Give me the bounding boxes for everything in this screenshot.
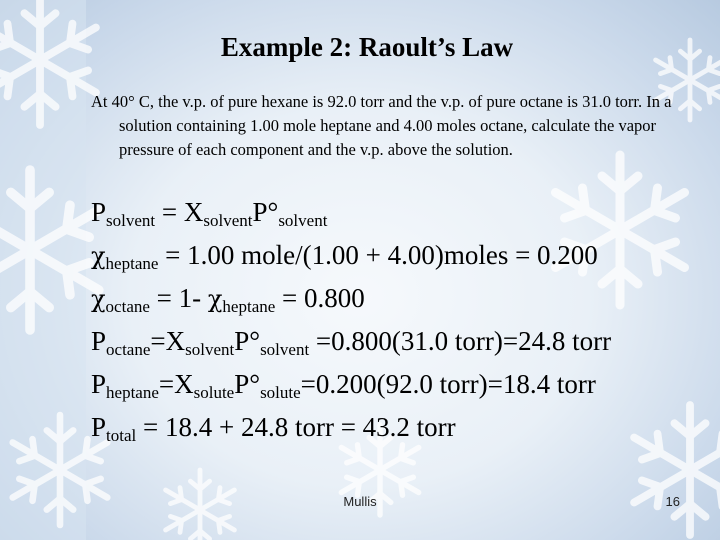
problem-statement (91, 90, 691, 162)
footer-author: Mullis (343, 494, 377, 509)
slide-number: 16 (665, 494, 680, 509)
equation-raoult-law: $P_{solvent} = X_{solvent}P^\circ_{solvent}$ (91, 197, 328, 230)
slide-title: Example 2: Raoult’s Law (220, 32, 514, 62)
equation-mole-fraction-octane: $\chi_{octane} = 1-$ $\chi_{heptane} = 0.800$ (91, 283, 365, 316)
equation-total-pressure: $P_{total} = 18.4 + 24.8$ torr = 43.2 torr (91, 412, 456, 445)
equation-pressure-heptane: $P_{heptane}=X_{solute}P^\circ_{solute}=0.200(92.0$ torr)=18.4 torr (91, 369, 596, 402)
equation-mole-fraction-heptane: $\chi_{heptane} = 1.00$ mole/(1.00 + 4.00)moles = 0.200 (91, 240, 598, 273)
equation-pressure-octane: $P_{octane}=X_{solvent}P^\circ_{solvent} =0.800(31.0$ torr)=24.8 torr (91, 326, 612, 359)
problem-text: At 40° C, the v.p. of pure hexane is 92.0 torr and the v.p. of pure octane is 31.0 torr. In a solution containing 1.00 mole heptane and 4.00 moles octane, calculate the vapor pressure of each component and the v.p. above the solution. (91, 92, 672, 159)
